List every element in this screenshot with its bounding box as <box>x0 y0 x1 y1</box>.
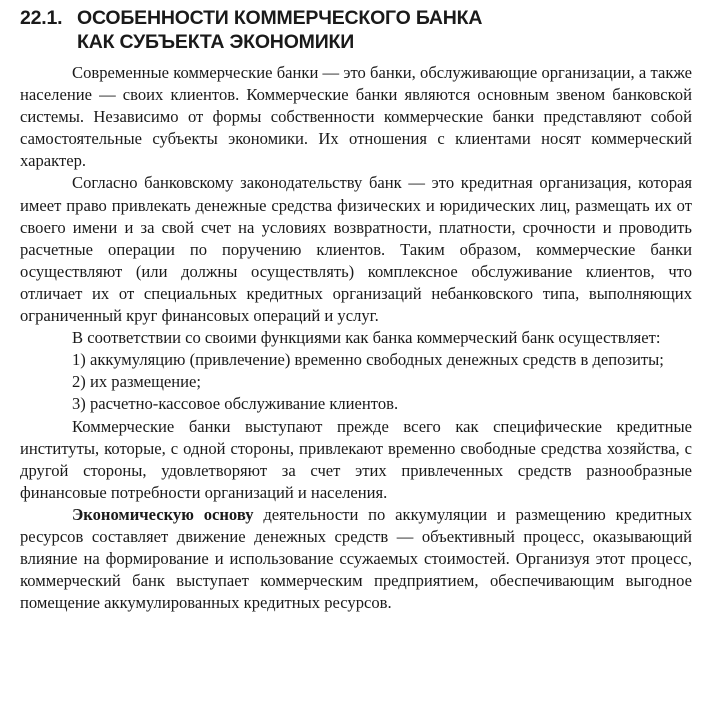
section-number: 22.1. <box>20 7 63 29</box>
body-text <box>20 62 692 614</box>
paragraph-2: Согласно банковскому законодательству банк — это кредитная организация, которая имеет право привлекать денежные средства физических и юридических лиц, размещать их от своего имени и за свой счет на условиях возвратности, платности, срочности и проводить расчетные операции по поручению клиентов. Таким образом, коммерческие банки осуществляют (или должны осуществлять) комплексное обслуживание клиентов, что отличает их от специальных кредитных организаций небанковского типа, выполняющих ограниченный круг финансовых операций и услуг. <box>20 173 692 326</box>
section-title-line-1: ОСОБЕННОСТИ КОММЕРЧЕСКОГО БАНКА <box>77 7 483 29</box>
section-heading <box>20 6 692 54</box>
list-item-1: 1) аккумуляцию (привлечение) временно свободных денежных средств в депозиты; <box>72 350 664 370</box>
document-page <box>20 6 692 614</box>
list-item-2: 2) их размещение; <box>72 372 202 392</box>
paragraph-5-bold-term: Экономическую основу <box>72 504 254 524</box>
section-title <box>77 6 482 54</box>
paragraph-4: Коммерческие банки выступают прежде всего как специфические кредитные институты, которые, с одной стороны, привлекают временно свободные средства хозяйства, с другой стороны, удовлетворяют за счет этих привлеченных средств разнообразные финансовые потребности организаций и населения. <box>20 416 692 502</box>
paragraph-1: Современные коммерческие банки — это банки, обслуживающие организации, а также население — своих клиентов. Коммерческие банки являются основным звеном банковской системы. Независимо от формы собственности коммерческие банки представляют собой самостоятельные субъекты экономики. Их отношения с клиентами носят коммерческий характер. <box>20 63 692 171</box>
paragraph-3: В соответствии со своими функциями как банка коммерческий банк осуществляет: <box>72 328 661 348</box>
paragraph-5 <box>20 504 692 614</box>
section-title-line-2: КАК СУБЪЕКТА ЭКОНОМИКИ <box>77 31 355 53</box>
paragraph-5-text: деятельности по аккумуляции и размещению кредитных ресурсов составляет движение денежных средств — объективный процесс, оказывающий влияние на формирование и использование ссужаемых стоимостей. Организуя этот процесс, коммерческий банк выступает коммерческим предприятием, обеспечивающим выгодное помещение аккумулированных кредитных ресурсов. <box>20 504 692 613</box>
list-item-3: 3) расчетно-кассовое обслуживание клиентов. <box>72 394 399 414</box>
